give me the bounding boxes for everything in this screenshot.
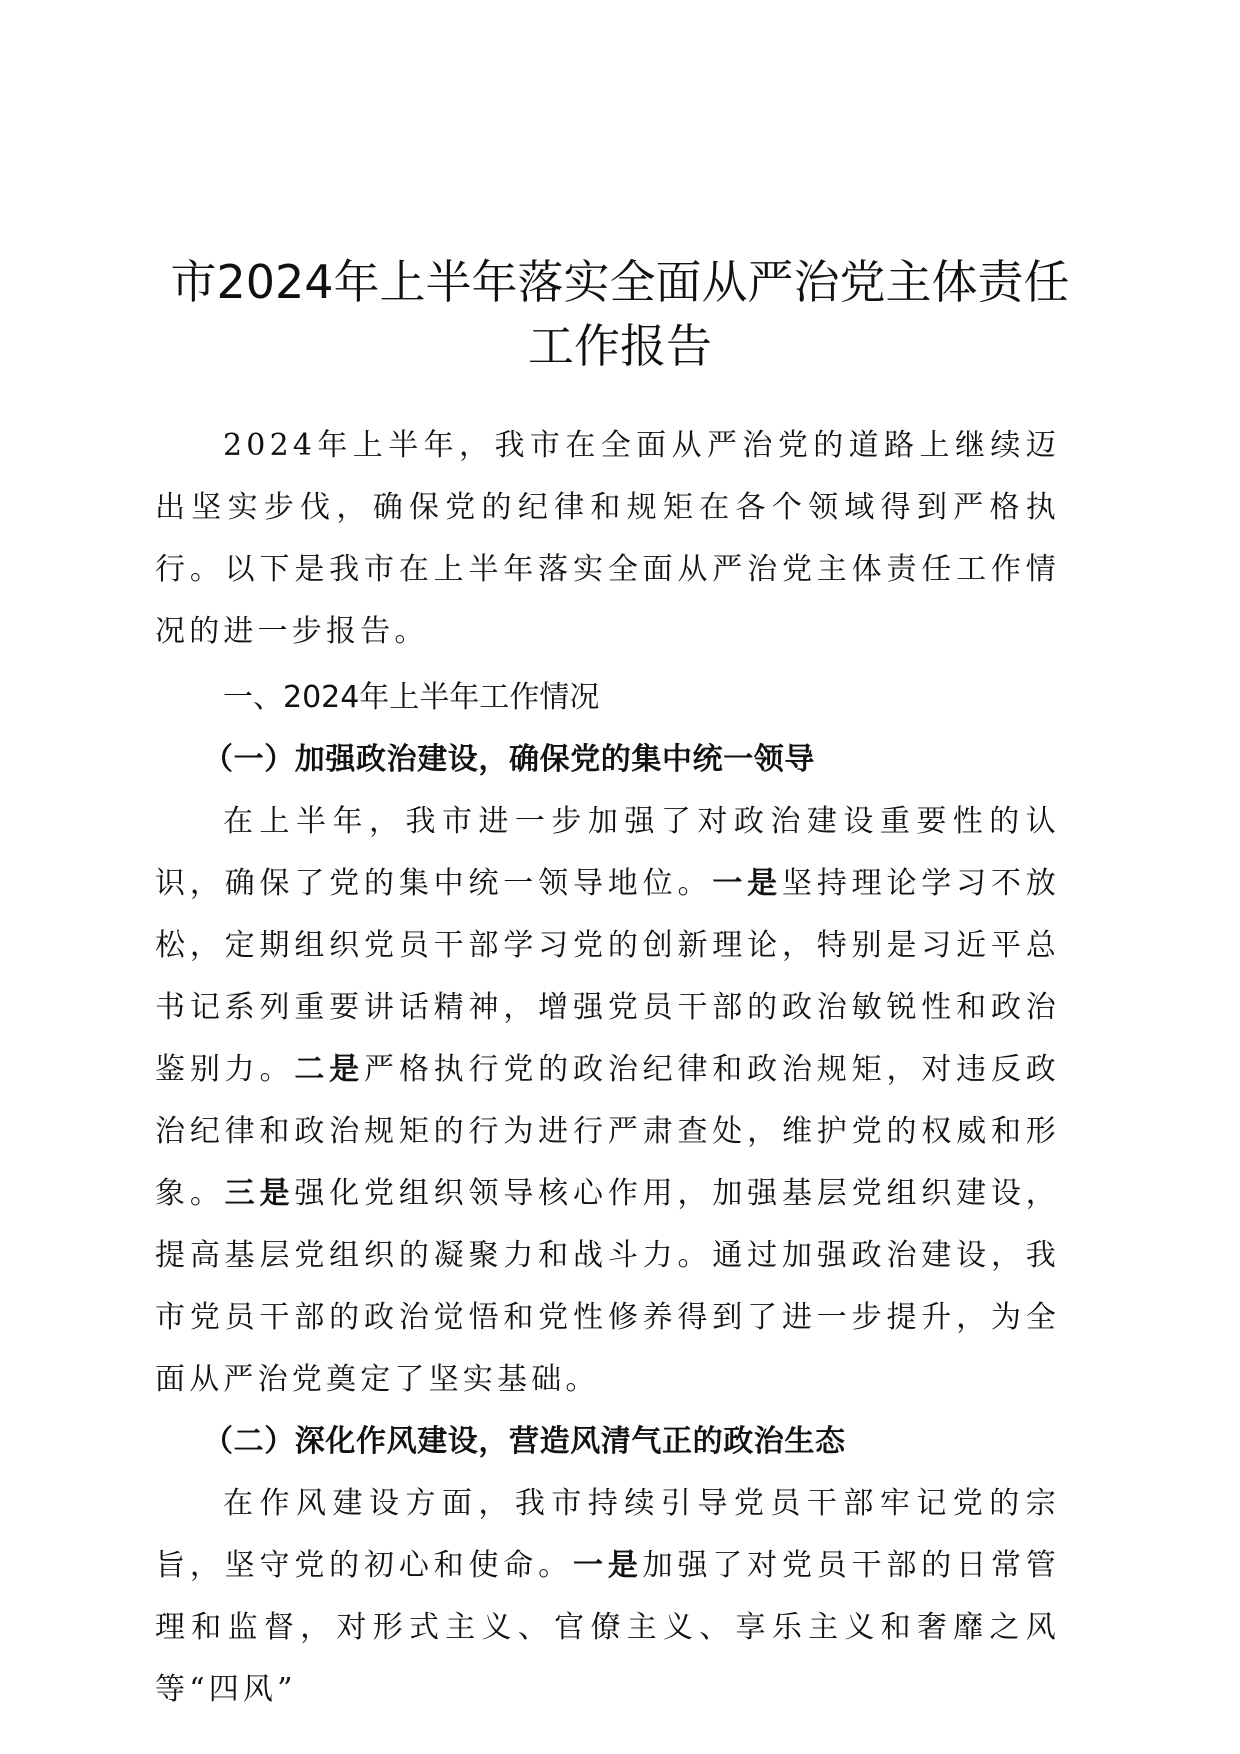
point-marker-1: 一是	[572, 1548, 643, 1583]
point-marker-2: 二是	[294, 1052, 364, 1087]
subsection-2-paragraph	[155, 1473, 1060, 1721]
point-text-2: 严格执行党的政治纪律和政治规矩，对违反政治纪律和政治规矩的行为进行严肃查处，维护党的权威和形象。	[155, 1052, 1060, 1211]
paragraph-lead: 在作风建设方面，我市持续引导党员干部牢记党的宗旨，坚守党的初心和使命。	[155, 1486, 1060, 1583]
paragraph-lead: 在上半年，我市进一步加强了对政治建设重要性的认识，确保了党的集中统一领导地位。	[155, 804, 1060, 901]
title-line-2: 工作报告	[528, 319, 712, 373]
point-text-1: 坚持理论学习不放松，定期组织党员干部学习党的创新理论，特别是习近平总书记系列重要讲话精神，增强党员干部的政治敏锐性和政治鉴别力。	[155, 866, 1061, 1087]
section-heading-1: 一、2024年上半年工作情况	[223, 680, 600, 715]
point-text-1: 加强了对党员干部的日常管理和监督，对形式主义、官僚主义、享乐主义和奢靡之风等“四风”	[155, 1548, 1060, 1707]
subsection-heading-2: （二）深化作风建设，营造风清气正的政治生态	[203, 1424, 846, 1459]
document-title	[140, 250, 1100, 378]
point-text-3: 强化党组织领导核心作用，加强基层党组织建设，提高基层党组织的凝聚力和战斗力。通过加强政治建设，我市党员干部的政治觉悟和党性修养得到了进一步提升，为全面从严治党奠定了坚实基础。	[155, 1176, 1060, 1397]
title-line-1: 市2024年上半年落实全面从严治党主体责任	[170, 255, 1070, 309]
point-marker-3: 三是	[224, 1176, 295, 1211]
document-body	[155, 415, 1060, 1721]
subsection-heading-1: （一）加强政治建设，确保党的集中统一领导	[203, 742, 815, 777]
point-marker-1: 一是	[712, 866, 782, 901]
subsection-1-paragraph	[155, 791, 1060, 1411]
intro-paragraph: 2024年上半年，我市在全面从严治党的道路上继续迈出坚实步伐，确保党的纪律和规矩在各个领域得到严格执行。以下是我市在上半年落实全面从严治党主体责任工作情况的进一步报告。	[155, 428, 1060, 649]
